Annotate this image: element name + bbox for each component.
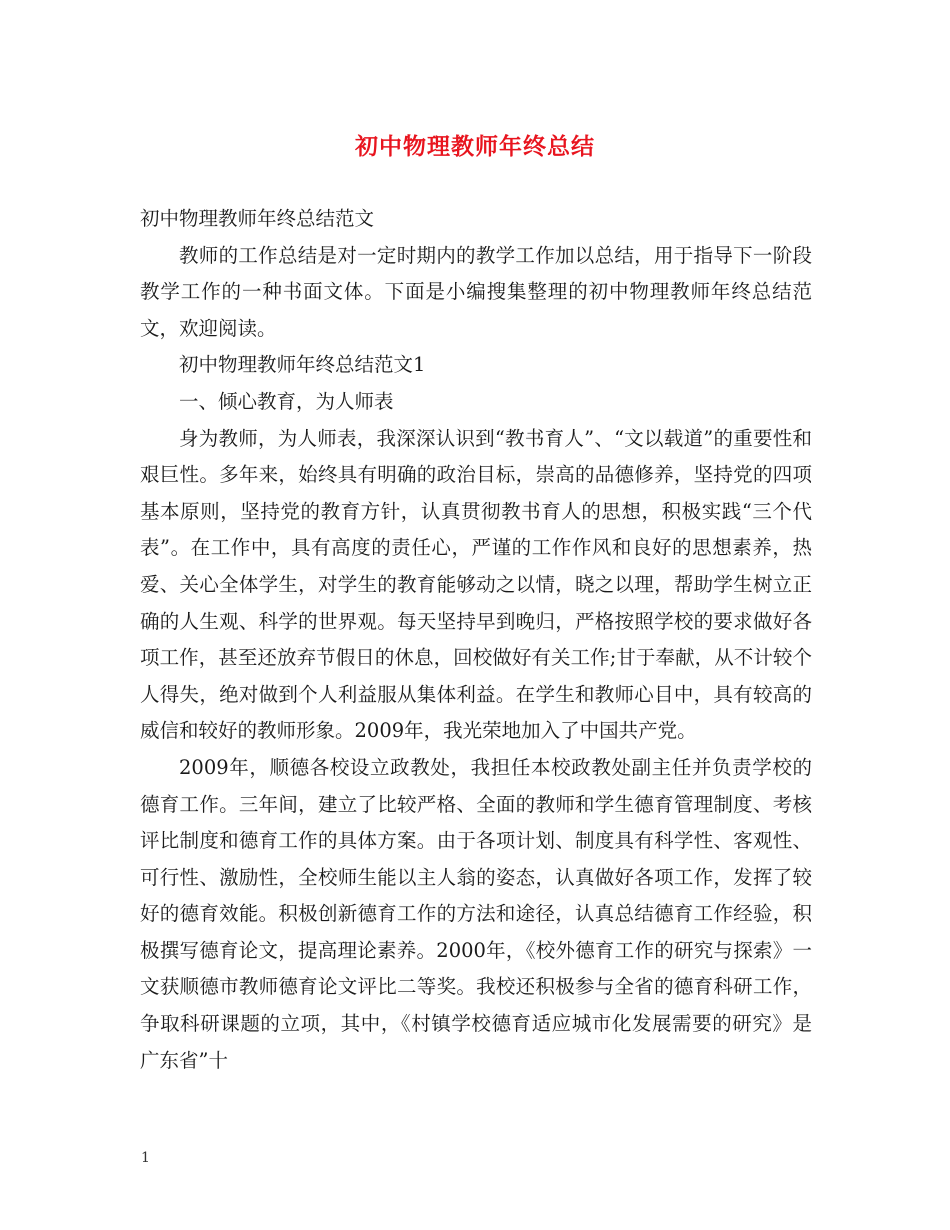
document-body [140, 201, 812, 1079]
paragraph-heading-sample-1: 初中物理教师年终总结范文1 [179, 353, 426, 377]
paragraph-body-1: 身为教师，为人师表，我深深认识到“教书育人”、“文以载道”的重要性和艰巨性。多年来，始终具有明确的政治目标，崇高的品德修养，坚持党的四项基本原则，坚持党的教育方针，认真贯彻教书育人的思想，积极实践“三个代表”。在工作中，具有高度的责任心，严谨的工作作风和良好的思想素养，热爱、关心全体学生，对学生的教育能够动之以情，晓之以理，帮助学生树立正确的人生观、科学的世界观。每天坚持早到晚归，严格按照学校的要求做好各项工作，甚至还放弃节假日的休息，回校做好有关工作;甘于奉献，从不计较个人得失，绝对做到个人利益服从集体利益。在学生和教师心目中，具有较高的威信和较好的教师形象。2009年，我光荣地加入了中国共产党。 [140, 426, 812, 743]
paragraph-intro: 教师的工作总结是对一定时期内的教学工作加以总结，用于指导下一阶段教学工作的一种书面文体。下面是小编搜集整理的初中物理教师年终总结范文，欢迎阅读。 [140, 243, 812, 340]
paragraph-section-heading: 一、倾心教育，为人师表 [179, 389, 394, 413]
paragraph-subtitle: 初中物理教师年终总结范文 [140, 207, 375, 230]
page-number: 1 [141, 1150, 150, 1166]
paragraph-body-2: 2009年，顺德各校设立政教处，我担任本校政教处副主任并负责学校的德育工作。三年间，建立了比较严格、全面的教师和学生德育管理制度、考核评比制度和德育工作的具体方案。由于各项计划、制度具有科学性、客观性、可行性、激励性，全校师生能以主人翁的姿态，认真做好各项工作，发挥了较好的德育效能。积极创新德育工作的方法和途径，认真总结德育工作经验，积极撰写德育论文，提高理论素养。2000年，《校外德育工作的研究与探索》一文获顺德市教师德育论文评比二等奖。我校还积极参与全省的德育科研工作，争取科研课题的立项，其中，《村镇学校德育适应城市化发展需要的研究》是广东省”十 [140, 755, 812, 1072]
document-title: 初中物理教师年终总结 [355, 134, 595, 160]
